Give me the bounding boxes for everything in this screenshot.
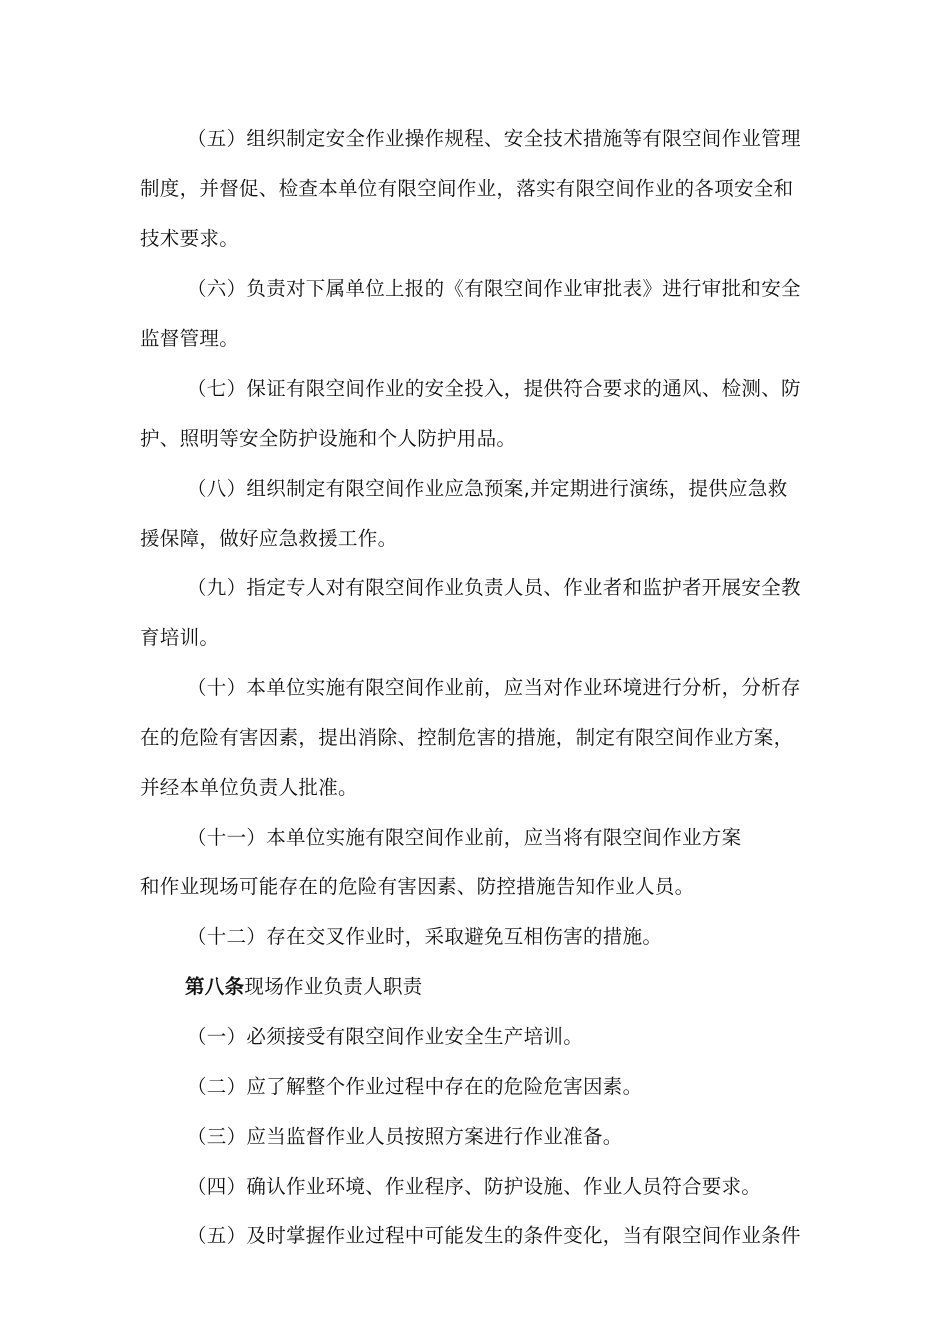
paragraph-line: （八）组织制定有限空间作业应急预案,并定期进行演练，提供应急救 <box>187 477 788 500</box>
paragraph-line: （五）组织制定安全作业操作规程、安全技术措施等有限空间作业管理 <box>187 127 801 150</box>
paragraph-line: 育培训。 <box>140 626 220 649</box>
paragraph-line: （二）应了解整个作业过程中存在的危险危害因素。 <box>187 1075 643 1098</box>
paragraph-line: （一）必须接受有限空间作业安全生产培训。 <box>187 1025 584 1048</box>
paragraph-line: 制度，并督促、检查本单位有限空间作业，落实有限空间作业的各项安全和 <box>140 177 794 200</box>
paragraph-line: （十）本单位实施有限空间作业前，应当对作业环境进行分析，分析存 <box>187 676 801 699</box>
paragraph-line: 监督管理。 <box>140 327 240 350</box>
article-title: 现场作业负责人职责 <box>244 975 423 998</box>
paragraph-line: （四）确认作业环境、作业程序、防护设施、作业人员符合要求。 <box>187 1175 762 1198</box>
article-label: 第八条 <box>185 975 245 998</box>
paragraph-line: （三）应当监督作业人员按照方案进行作业准备。 <box>187 1125 623 1148</box>
paragraph-line: （五）及时掌握作业过程中可能发生的条件变化，当有限空间作业条件 <box>187 1224 801 1247</box>
paragraph-line: 在的危险有害因素，提出消除、控制危害的措施，制定有限空间作业方案， <box>140 726 794 749</box>
paragraph-line: （十一）本单位实施有限空间作业前，应当将有限空间作业方案 <box>187 826 742 849</box>
paragraph-line: 技术要求。 <box>140 227 240 250</box>
paragraph-line: 护、照明等安全防护设施和个人防护用品。 <box>140 427 517 450</box>
paragraph-line: （七）保证有限空间作业的安全投入，提供符合要求的通风、检测、防 <box>187 377 801 400</box>
paragraph-line: 和作业现场可能存在的危险有害因素、防控措施告知作业人员。 <box>140 875 695 898</box>
paragraph-line: 援保障，做好应急救援工作。 <box>140 527 398 550</box>
paragraph-line: （九）指定专人对有限空间作业负责人员、作业者和监护者开展安全教 <box>187 576 801 599</box>
paragraph-line: （十二）存在交叉作业时，采取避免互相伤害的措施。 <box>187 925 663 948</box>
article-heading <box>185 973 423 1001</box>
paragraph-line: （六）负责对下属单位上报的《有限空间作业审批表》进行审批和安全 <box>187 277 801 300</box>
paragraph-line: 并经本单位负责人批准。 <box>140 776 358 799</box>
